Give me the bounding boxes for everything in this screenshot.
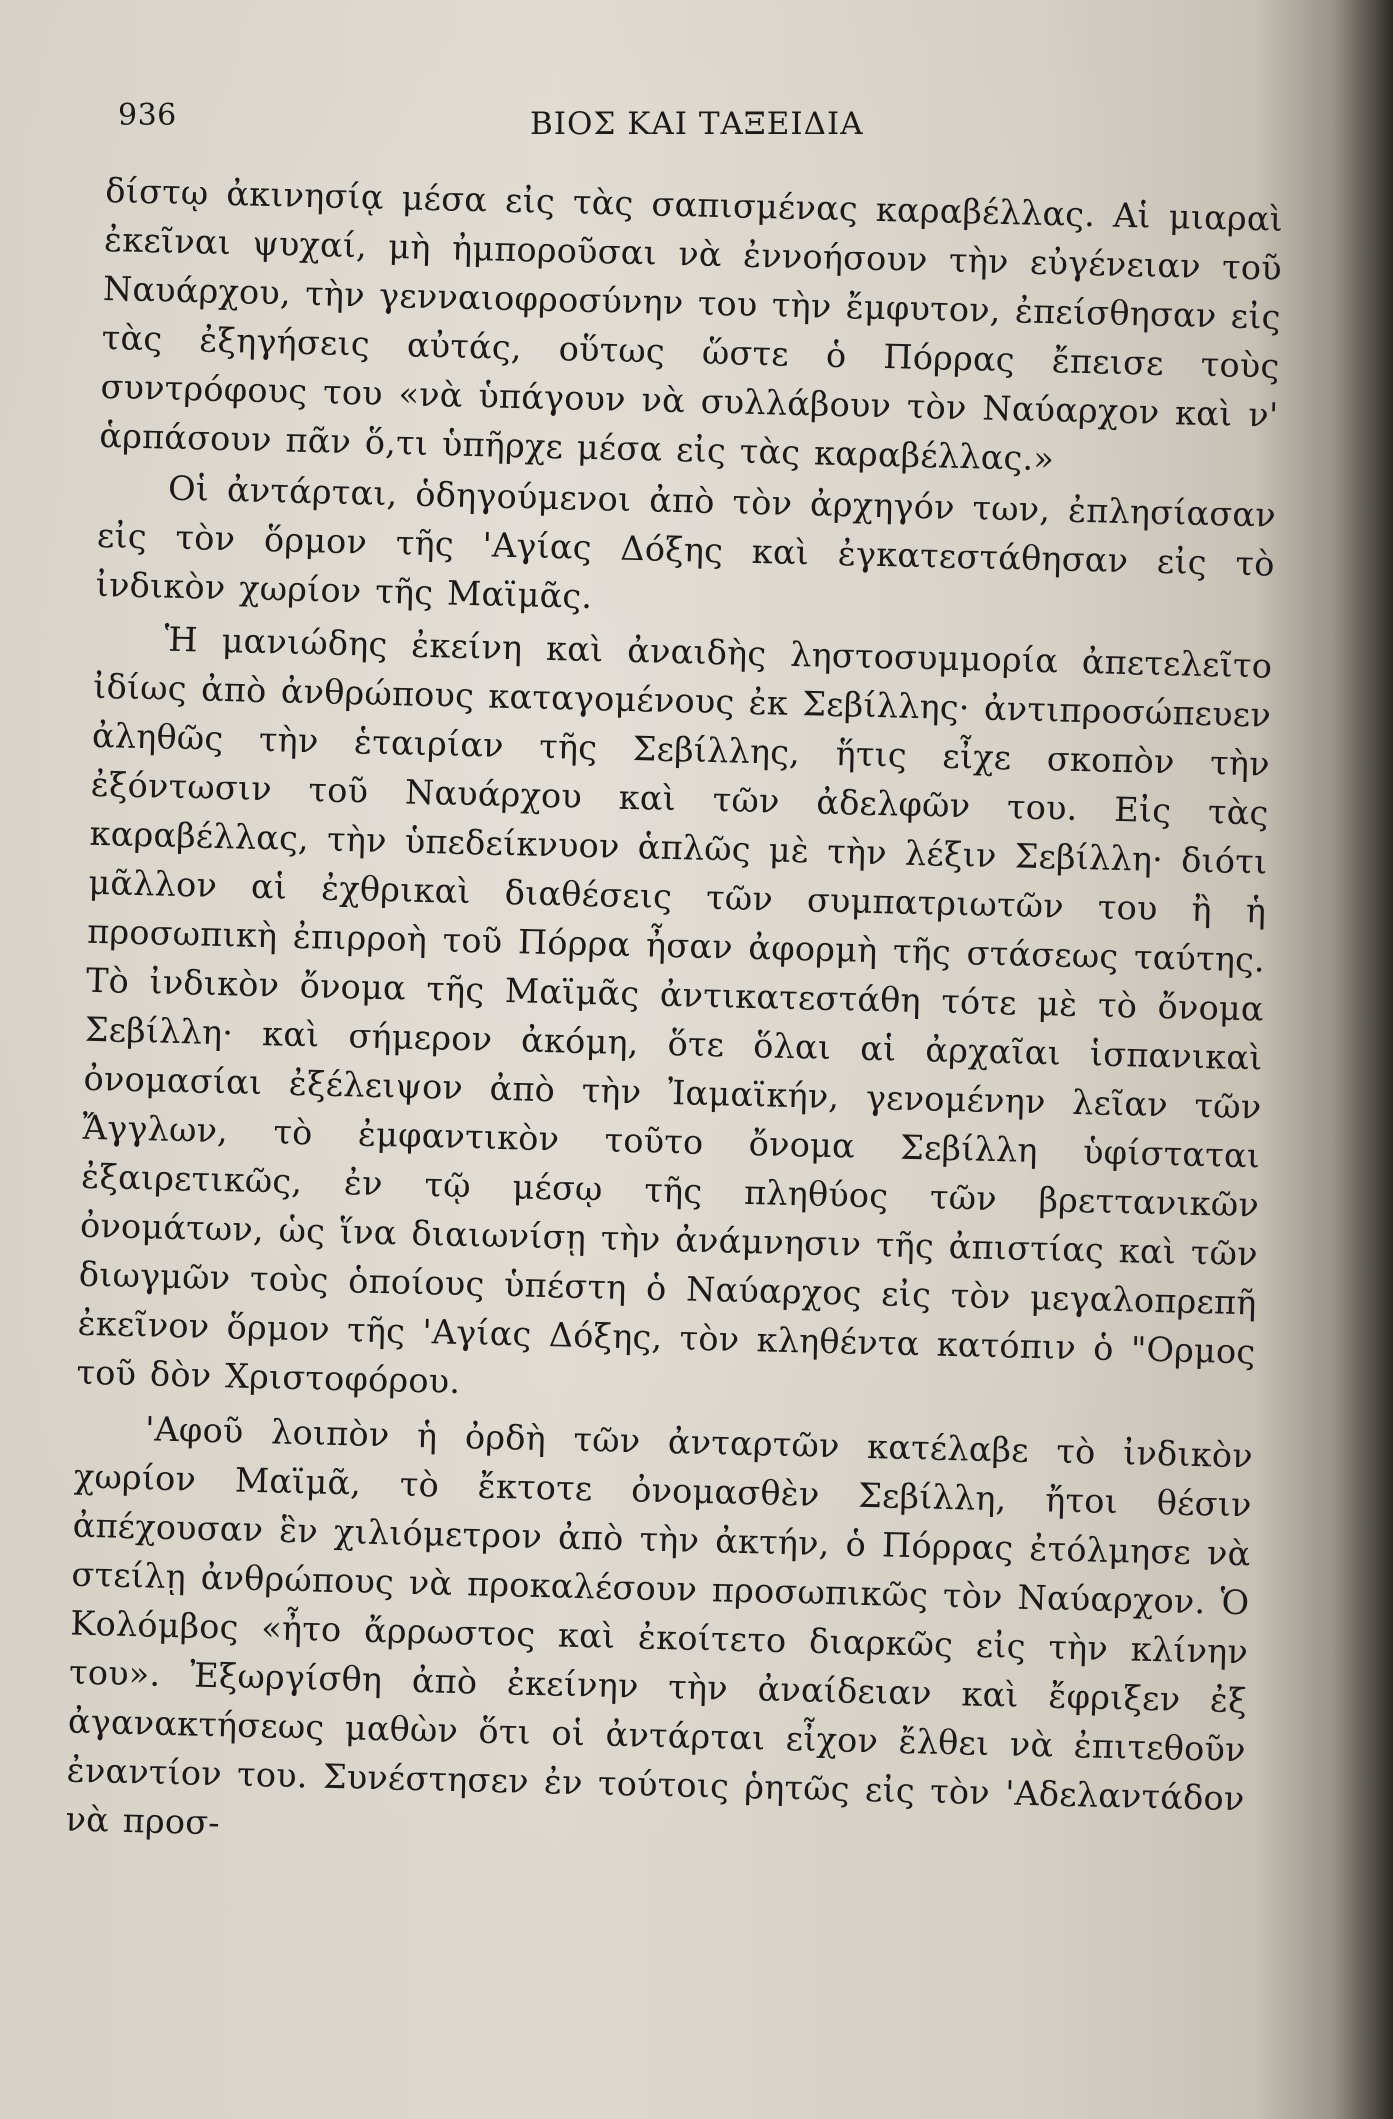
running-title: ΒΙΟΣ ΚΑΙ ΤΑΞΕΙΔΙΑ: [530, 106, 864, 142]
page-number: 936: [118, 98, 177, 133]
body-text: [65, 166, 1284, 1872]
paragraph-2: Οἱ ἀντάρται, ὁδηγούμενοι ἀπὸ τὸν ἀρχηγόν των, ἐπλησίασαν εἰς τὸν ὅρμον τῆς 'Αγίας Δόξης καὶ ἐγκατεστάθησαν εἰς τὸ ἰνδικὸν χωρίον τῆς Μαϊμᾶς.: [95, 468, 1277, 617]
paragraph-1: δίστῳ ἀκινησίᾳ μέσα εἰς τὰς σαπισμένας καραβέλλας. Αἱ μιαραὶ ἐκεῖναι ψυχαί, μὴ ἠμποροῦσαι νὰ ἐννοήσουν τὴν εὐγένειαν τοῦ Ναυάρχου, τὴν γενναιοφροσύνην του τὴν ἔμφυτον, ἐπείσθησαν εἰς τὰς ἐξηγήσεις αὐτάς, οὕτως ὥστε ὁ Πόρρας ἔπεισε τοὺς συντρόφους του «νὰ ὑπάγουν νὰ συλλάβουν τὸν Ναύαρχον καὶ ν' ἁρπάσουν πᾶν ὅ,τι ὑπῆρχε μέσα εἰς τὰς καραβέλλας.»: [98, 170, 1284, 479]
paragraph-3: Ἡ μανιώδης ἐκείνη καὶ ἀναιδὴς ληστοσυμμορία ἀπετελεῖτο ἰδίως ἀπὸ ἀνθρώπους καταγομένους ἐκ Σεβίλλης· ἀντιπροσώπευεν ἀληθῶς τὴν ἑταιρίαν τῆς Σεβίλλης, ἥτις εἶχε σκοπὸν τὴν ἐξόντωσιν τοῦ Ναυάρχου καὶ τῶν ἀδελφῶν του. Εἰς τὰς καραβέλλας, τὴν ὑπεδείκνυον ἁπλῶς μὲ τὴν λέξιν Σεβίλλη· διότι μᾶλλον αἱ ἐχθρικαὶ διαθέσεις τῶν συμπατριωτῶν του ἢ ἡ προσωπικὴ ἐπιρροὴ τοῦ Πόρρα ἦσαν ἀφορμὴ τῆς στάσεως ταύτης. Τὸ ἰνδικὸν ὄνομα τῆς Μαϊμᾶς ἀντικατεστάθη τότε μὲ τὸ ὄνομα Σεβίλλη· καὶ σήμερον ἀκόμη, ὅτε ὅλαι αἱ ἀρχαῖαι ἱσπανικαὶ ὀνομασίαι ἐξέλειψον ἀπὸ τὴν Ἰαμαϊκήν, γενομένην λεῖαν τῶν Ἄγγλων, τὸ ἐμφαντικὸν τοῦτο ὄνομα Σεβίλλη ὑφίσταται ἐξαιρετικῶς, ἐν τῷ μέσῳ τῆς πληθύος τῶν βρεττανικῶν ὀνομάτων, ὡς ἵνα διαιωνίσῃ τὴν ἀνάμνησιν τῆς ἀπιστίας καὶ τῶν διωγμῶν τοὺς ὁποίους ὑπέστη ὁ Ναύαρχος εἰς τὸν μεγαλοπρεπῆ ἐκεῖνον ὅρμον τῆς 'Αγίας Δόξης, τὸν κληθέντα κατόπιν ὁ "Ορμος τοῦ δὸν Χριστοφόρου.: [76, 619, 1273, 1402]
paragraph-4: 'Αφοῦ λοιπὸν ἡ ὀρδὴ τῶν ἀνταρτῶν κατέλαβε τὸ ἰνδικὸν χωρίον Μαϊμᾶ, τὸ ἔκτοτε ὀνομασθὲν Σεβίλλη, ἤτοι θέσιν ἀπέχουσαν ἓν χιλιόμετρον ἀπὸ τὴν ἀκτήν, ὁ Πόρρας ἐτόλμησε νὰ στείλῃ ἀνθρώπους νὰ προκαλέσουν προσωπικῶς τὸν Ναύαρχον. Ὁ Κολόμβος «ἦτο ἄρρωστος καὶ ἐκοίτετο διαρκῶς εἰς τὴν κλίνην του». Ἐξωργίσθη ἀπὸ ἐκείνην τὴν ἀναίδειαν καὶ ἔφριξεν ἐξ ἀγανακτήσεως μαθὼν ὅτι οἱ ἀντάρται εἶχον ἔλθει νὰ ἐπιτεθοῦν ἐναντίον του. Συνέστησεν ἐν τούτοις ῥητῶς εἰς τὸν 'Αδελαντάδον νὰ προσ-: [65, 1409, 1254, 1843]
binding-shadow: [1333, 0, 1393, 2119]
running-header: [110, 98, 1290, 148]
